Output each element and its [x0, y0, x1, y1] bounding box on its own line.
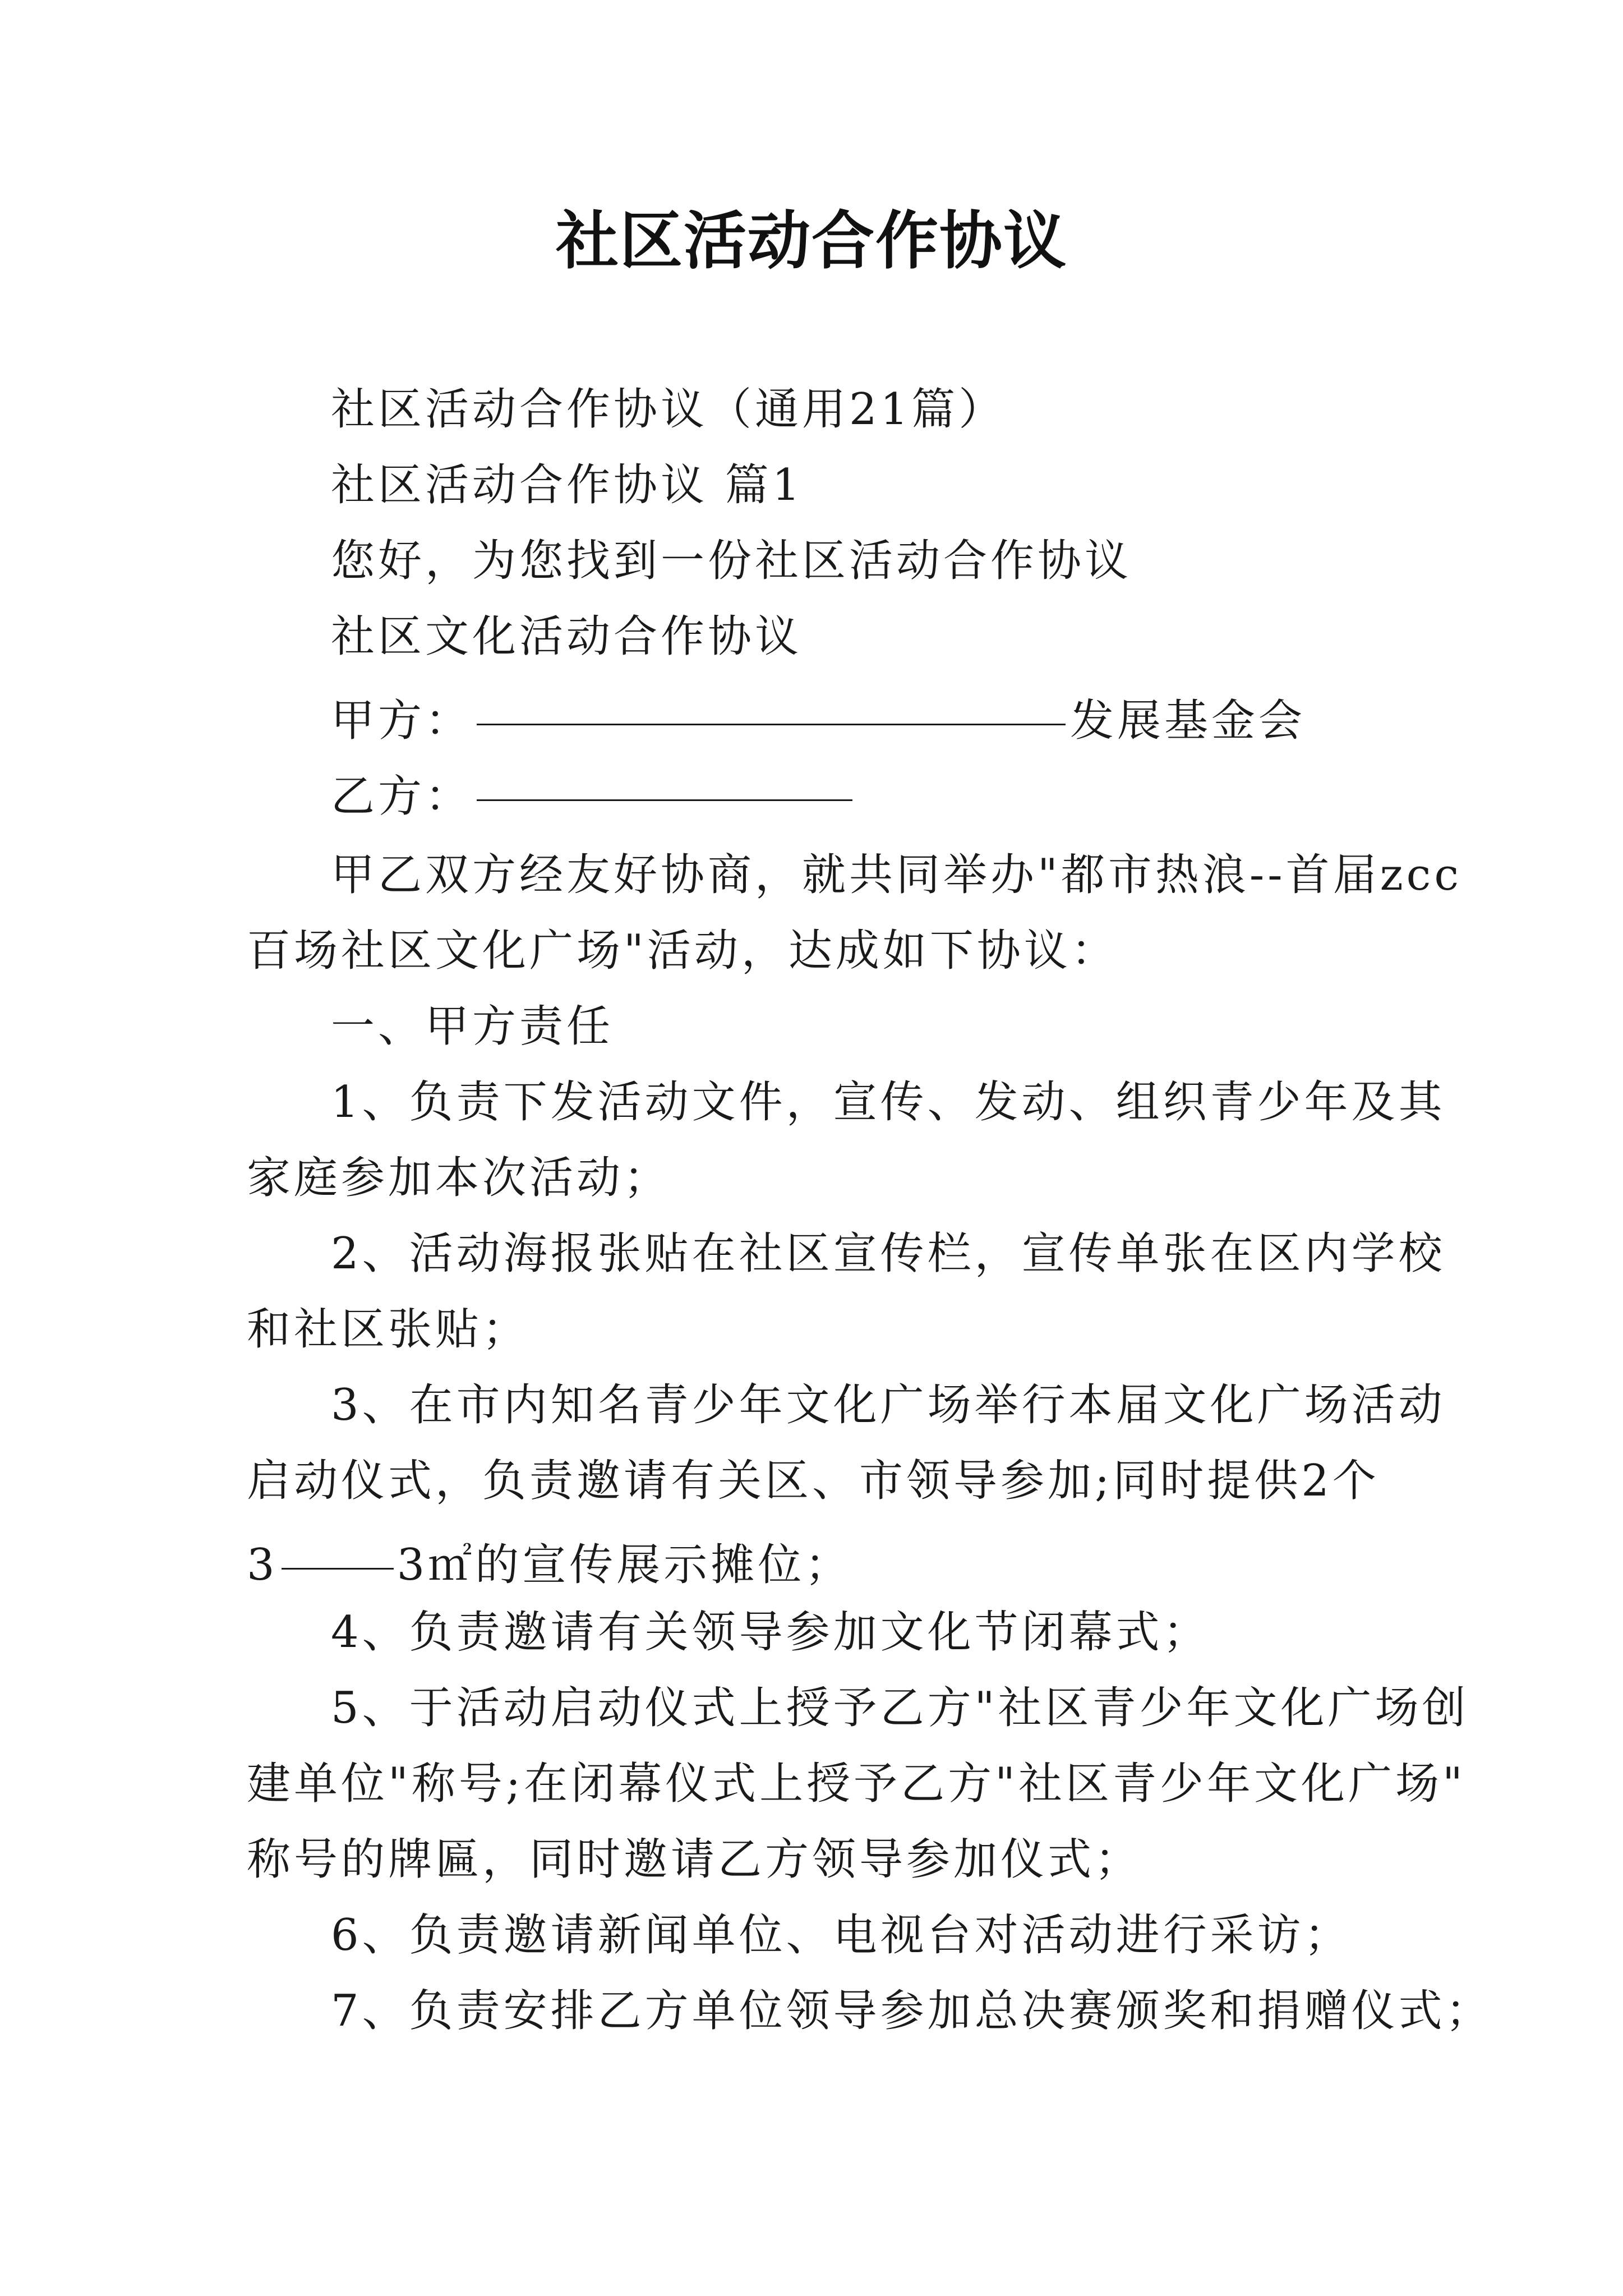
- item-6: 6、负责邀请新闻单位、电视台对活动进行采访；: [331, 1910, 1352, 1961]
- item-3-dimension-blank: [282, 1523, 394, 1570]
- item-3-line-1: 3、在市内知名青少年文化广场举行本届文化广场活动: [331, 1380, 1446, 1430]
- item-2-line-1: 2、活动海报张贴在社区宣传栏，宣传单张在区内学校: [331, 1228, 1446, 1279]
- paragraph-greeting: 您好，为您找到一份社区活动合作协议: [331, 536, 1132, 586]
- item-3-line-2: 启动仪式，负责邀请有关区、市领导参加;同时提供2个: [247, 1456, 1380, 1506]
- section-heading: 一、甲方责任: [331, 1001, 614, 1052]
- item-7: 7、负责安排乙方单位领导参加总决赛颁奖和捐赠仪式；: [331, 1986, 1493, 2036]
- item-4: 4、负责邀请有关领导参加文化节闭幕式；: [331, 1607, 1210, 1658]
- item-1-line-1: 1、负责下发活动文件，宣传、发动、组织青少年及其: [331, 1077, 1446, 1128]
- paragraph-heading-2: 社区活动合作协议 篇1: [331, 460, 804, 510]
- paragraph-heading-1: 社区活动合作协议（通用21篇）: [331, 384, 1006, 435]
- intro-line-1: 甲乙双方经友好协商，就共同举办"都市热浪--首届zcc: [331, 850, 1463, 900]
- item-3-line-3: [247, 1523, 852, 1590]
- party-a-suffix: 发展基金会: [1070, 696, 1306, 746]
- party-b-blank: [477, 754, 852, 801]
- document-title: 社区活动合作协议: [556, 204, 1067, 278]
- party-a-line: [331, 679, 1306, 746]
- paragraph-subtitle: 社区文化活动合作协议: [331, 611, 803, 662]
- item-2-line-2: 和社区张贴；: [247, 1304, 530, 1355]
- intro-line-2: 百场社区文化广场"活动，达成如下协议：: [247, 926, 1118, 976]
- item-5-line-3: 称号的牌匾，同时邀请乙方领导参加仪式；: [247, 1834, 1142, 1885]
- item-1-line-2: 家庭参加本次活动；: [247, 1153, 671, 1203]
- item-3-dimension-a: 3: [247, 1540, 278, 1590]
- party-b-label: 乙方：: [331, 771, 473, 822]
- item-3-dimension-b: 3㎡的宣传展示摊位；: [396, 1540, 852, 1590]
- party-a-blank: [477, 679, 1066, 725]
- item-5-line-2: 建单位"称号;在闭幕仪式上授予乙方"社区青少年文化广场": [247, 1759, 1466, 1809]
- party-a-label: 甲方：: [331, 696, 473, 746]
- party-b-line: [331, 754, 852, 822]
- item-5-line-1: 5、于活动启动仪式上授予乙方"社区青少年文化广场创: [331, 1683, 1469, 1733]
